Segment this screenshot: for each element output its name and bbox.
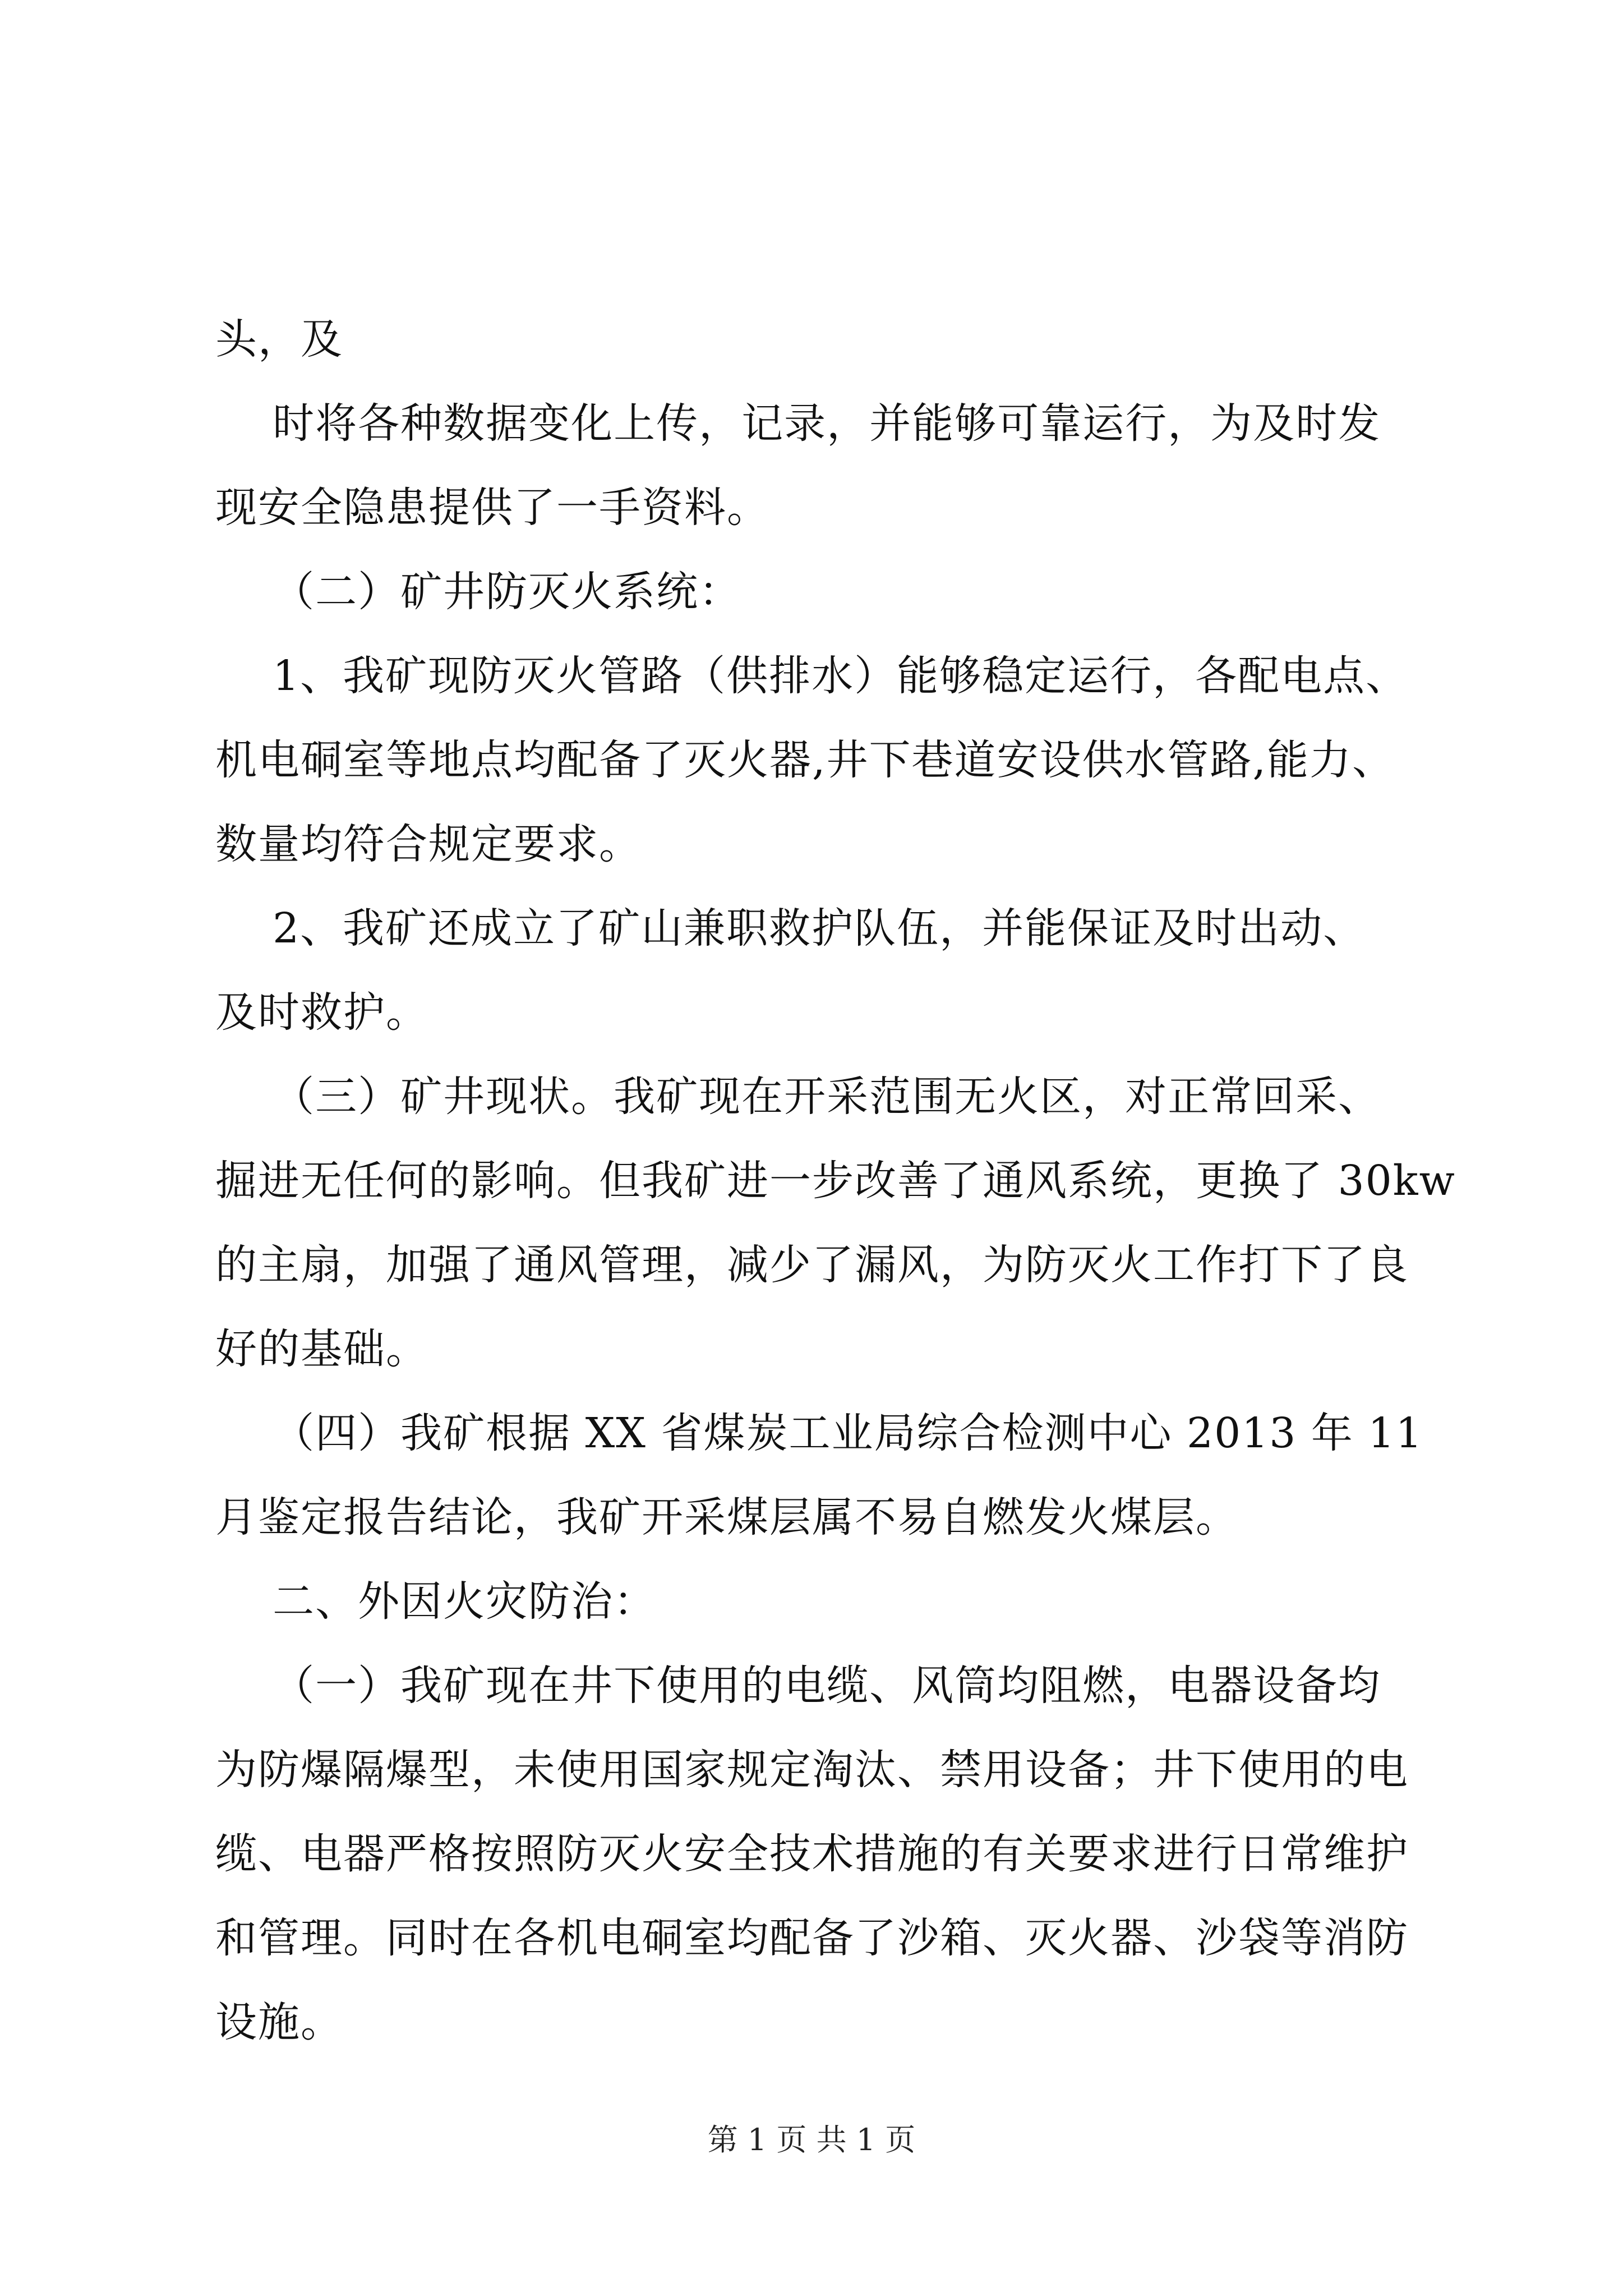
text-line: 掘进无任何的影响。但我矿进一步改善了通风系统，更换了 30kw <box>215 1157 1456 1205</box>
text-line: 缆、电器严格按照防灭火安全技术措施的有关要求进行日常维护 <box>215 1830 1409 1878</box>
text-line: 的主扇，加强了通风管理，减少了漏风，为防灭火工作打下了良 <box>215 1241 1409 1289</box>
text-line: 和管理。同时在各机电硐室均配备了沙箱、灭火器、沙袋等消防 <box>215 1914 1409 1962</box>
text-line: （一）我矿现在井下使用的电缆、风筒均阻燃，电器设备均 <box>215 1662 1381 1710</box>
text-line: （四）我矿根据 XX 省煤炭工业局综合检测中心 2013 年 11 <box>215 1409 1423 1457</box>
text-line: （三）矿井现状。我矿现在开采范围无火区，对正常回采、 <box>215 1073 1381 1121</box>
document-body <box>215 297 1456 2064</box>
text-line: 月鉴定报告结论，我矿开采煤层属不易自燃发火煤层。 <box>215 1493 1238 1542</box>
text-line: 二、外因火灾防治： <box>215 1577 657 1626</box>
text-line: 机电硐室等地点均配备了灭火器,井下巷道安设供水管路,能力、 <box>215 736 1395 784</box>
page-footer <box>0 2118 1623 2162</box>
text-line: 头，及 <box>215 315 343 364</box>
text-line: 设施。 <box>215 1998 343 2046</box>
text-line: 为防爆隔爆型，未使用国家规定淘汰、禁用设备；井下使用的电 <box>215 1746 1409 1794</box>
text-line: 及时救护。 <box>215 988 428 1037</box>
page-number-label: 第 1 页 共 1 页 <box>707 2122 916 2157</box>
text-line: （二）矿井防灭火系统： <box>215 568 742 616</box>
text-line: 好的基础。 <box>215 1325 428 1373</box>
text-line: 现安全隐患提供了一手资料。 <box>215 484 769 532</box>
text-line: 1、我矿现防灭火管路（供排水）能够稳定运行，各配电点、 <box>215 652 1409 700</box>
text-line: 时将各种数据变化上传，记录，并能够可靠运行，为及时发 <box>215 399 1381 448</box>
text-line: 数量均符合规定要求。 <box>215 820 642 868</box>
text-line: 2、我矿还成立了矿山兼职救护队伍，并能保证及时出动、 <box>215 904 1366 953</box>
